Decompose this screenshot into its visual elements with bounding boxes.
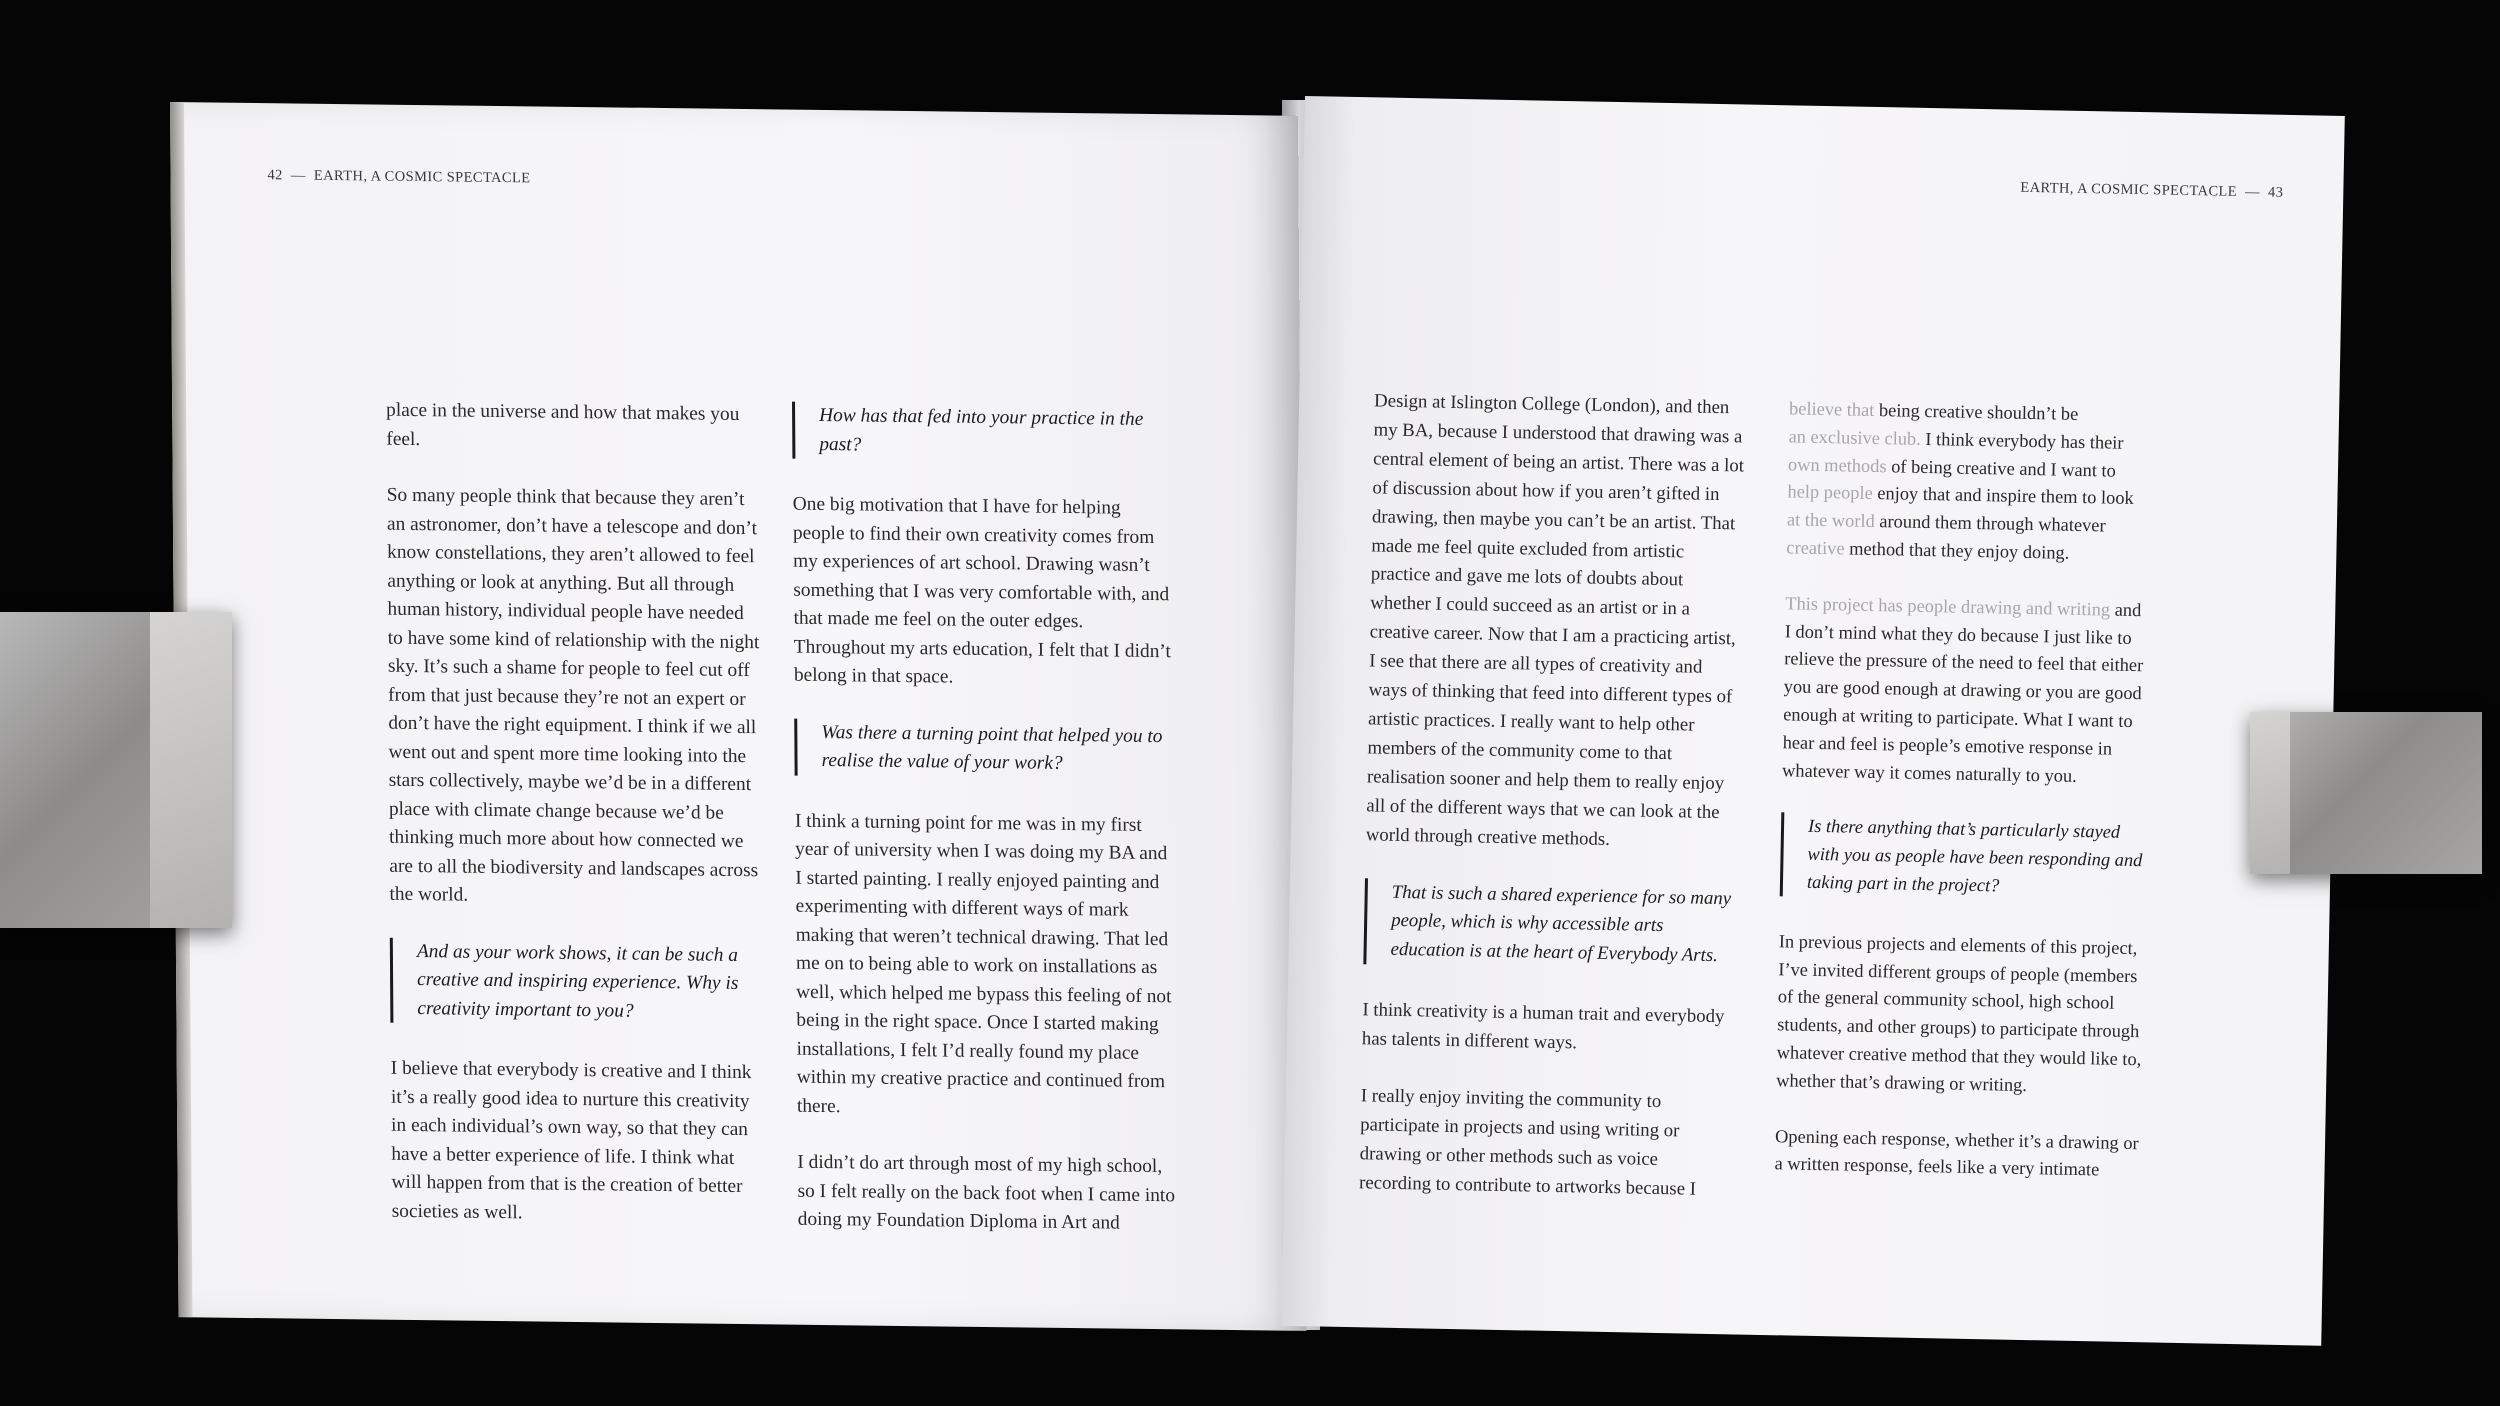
right-weight-block <box>2250 712 2482 874</box>
right-column-1 <box>1358 387 1746 1233</box>
right-running-head <box>2020 180 2283 202</box>
paragraph-body: and I don’t mind what they do because I just like to relieve the pressure of the need to feel that either you are good enough at drawing or you are good enough at writing to participate. What I want to hear and feel is people’s emotive response in whatever way it comes naturally to you. <box>1781 599 2144 786</box>
right-dash: — <box>2244 184 2261 201</box>
paragraph <box>1782 590 2151 792</box>
faded-paragraph <box>1786 395 2154 569</box>
left-page <box>170 102 1306 1331</box>
paragraph: I believe that everybody is creative and I think it’s a really good idea to nurture this creativity in each individual’s own way, so that they can have a better experience of life. I think what will happen from that is the creation of better societies as well. <box>390 1057 752 1223</box>
left-running-title: EARTH, A COSMIC SPECTACLE <box>313 167 531 187</box>
left-block-face <box>150 612 232 928</box>
left-weight-block <box>0 612 232 928</box>
paragraph: I think a turning point for me was in my first year of university when I was doing my BA and I started painting. I really enjoyed painting and experimenting with different ways of mark making that weren’t technical drawing. That led me on to being able to work on installations as well, which helped me bypass this feeling of not being in the right space. Once I started making installations, I felt I’d really found my place within my creative practice and continued from there. <box>794 810 1172 1117</box>
paragraph: One big motivation that I have for helping people to find their own creativity comes from my experiences of art school. Drawing wasn’t something that I was very comfortable with, and that made me feel on the outer edges. Throughout my arts education, I felt that I didn’t belong in that space. <box>792 493 1171 688</box>
right-column-2 <box>1774 395 2155 1213</box>
faded-line: own methods of being creative and I want to <box>1787 453 2117 481</box>
left-page-number: 42 <box>267 167 283 184</box>
faded-line: an exclusive club. I think everybody has their <box>1788 426 2124 453</box>
faded-line: help people enjoy that and inspire them to look <box>1787 481 2134 509</box>
faded-lead: This project has people drawing and writing <box>1785 593 2111 620</box>
right-block-face <box>2250 712 2290 874</box>
right-running-title: EARTH, A COSMIC SPECTACLE <box>2020 179 2238 200</box>
left-running-head <box>267 167 530 187</box>
paragraph: place in the universe and how that makes you feel. <box>386 399 740 450</box>
question-quote: How has that fed into your practice in the past? <box>792 402 1172 464</box>
faded-line: at the world around them through whatever <box>1786 509 2106 536</box>
left-dash: — <box>290 167 306 184</box>
question-quote: That is such a shared experience for so many people, which is why accessible arts education is at the heart of Everybody Arts. <box>1363 878 1737 972</box>
paragraph: I didn’t do art through most of my high school, so I felt really on the back foot when I came into doing my Foundation Diploma in Art and <box>797 1151 1176 1234</box>
faded-line: believe that being creative shouldn’t be <box>1788 398 2079 424</box>
right-page <box>1281 96 2344 1346</box>
right-page-number: 43 <box>2267 184 2284 201</box>
paragraph: I think creativity is a human trait and everybody has talents in different ways. <box>1361 999 1725 1054</box>
paragraph: I really enjoy inviting the community to participate in projects and using writing or drawing or other methods such as voice recording to contribute to artworks because I <box>1358 1085 1697 1200</box>
left-column-1 <box>386 397 765 1259</box>
question-quote: Was there a turning point that helped you to realise the value of your work? <box>794 718 1174 780</box>
question-quote: Is there anything that’s particularly stayed with you as people have been responding and taking part in the project? <box>1780 813 2147 903</box>
left-column-2 <box>792 402 1178 1267</box>
faded-line: creative method that they enjoy doing. <box>1786 537 2070 563</box>
paragraph: Opening each response, whether it’s a drawing or a written response, feels like a very intimate <box>1774 1125 2139 1180</box>
paragraph: In previous projects and elements of this project, I’ve invited different groups of people (members of the general community school, high school students, and other groups) to participate through whatever creative method that they would like to, whether that’s drawing or writing. <box>1776 931 2142 1095</box>
paragraph: So many people think that because they aren’t an astronomer, don’t have a telescope and don’t know constellations, they aren’t allowed to feel anything or look at anything. But all through human history, individual people have needed to have some kind of relationship with the night sky. It’s such a shame for people to feel cut off from that just because they’re not an expert or don’t have the right equipment. I think if we all went out and spent more time looking into the stars collectively, maybe we’d be in a different place with climate change because we’d be thinking much more about how connected we are to all the biodiversity and landscapes across the world. <box>386 484 760 906</box>
question-quote: And as your work shows, it can be such a creative and inspiring experience. Why is creativity important to you? <box>390 937 764 1027</box>
paragraph: Design at Islington College (London), and then my BA, because I understood that drawing was a central element of being an artist. There was a lot of discussion about how if you aren’t gifted in drawing, then maybe you can’t be an artist. That made me feel quite excluded from artistic practice and gave me lots of doubts about whether I could succeed as an artist or in a creative career. Now that I am a practicing artist, I see that there are all types of creativity and ways of thinking that feed into different types of artistic practices. I really want to help other members of the community come to that realisation sooner and help them to really enjoy all of the different ways that we can look at the world through creative methods. <box>1365 390 1745 850</box>
